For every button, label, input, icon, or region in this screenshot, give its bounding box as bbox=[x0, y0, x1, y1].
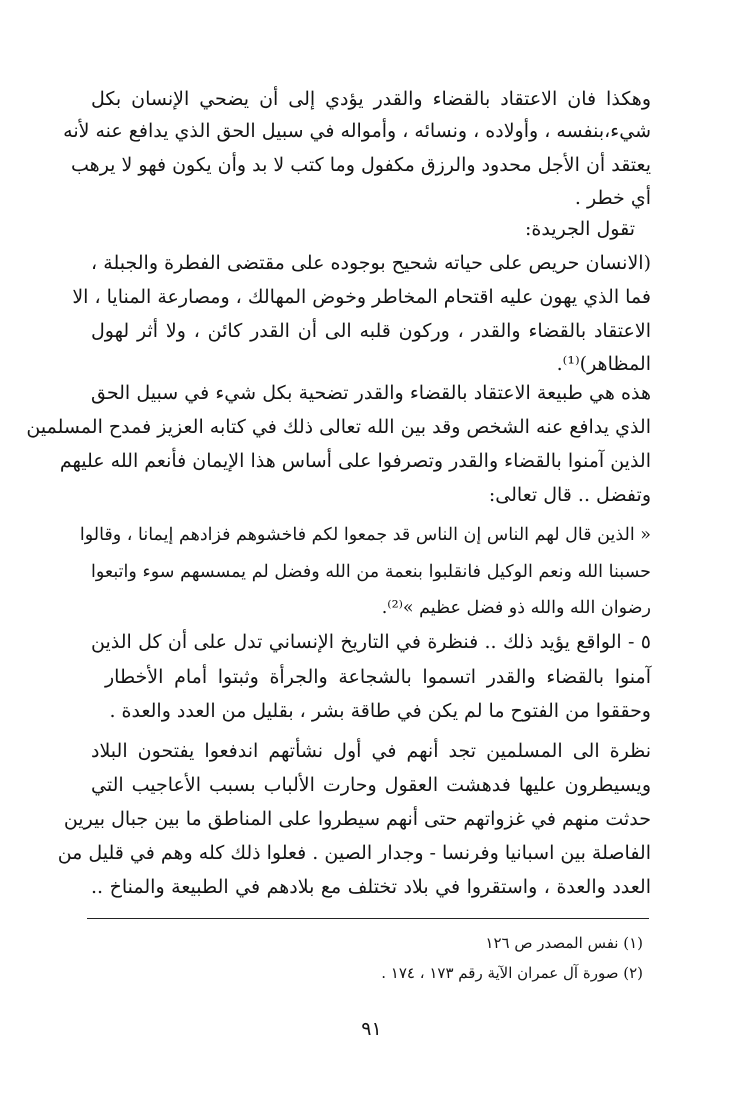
body-line: أي خطر . bbox=[574, 187, 651, 209]
footnote-2: (٢) صورة آل عمران الآية رقم ١٧٣ ، ١٧٤ . bbox=[381, 964, 643, 982]
body-line: الذين آمنوا بالقضاء والقدر وتصرفوا على أساس هذا الإيمان فأنعم الله عليهم bbox=[59, 450, 651, 472]
verse-line: « الذين قال لهم الناس إن الناس قد جمعوا لكم فاخشوهم فزادهم إيمانا ، وقالوا bbox=[79, 525, 651, 545]
page-number: ٩١ bbox=[361, 1018, 382, 1040]
quote-line: (الانسان حريص على حياته شحيح بوجوده على مقتضى الفطرة والجبلة ، bbox=[91, 252, 652, 274]
body-line: الذي يدافع عنه الشخص وقد بين الله تعالى ذلك في كتابه العزيز فمدح المسلمين bbox=[26, 416, 651, 438]
body-line: الفاصلة بين اسبانيا وفرنسا - وجدار الصين . فعلوا ذلك كله وهم في قليل من bbox=[57, 842, 651, 864]
body-line: وتفضل .. قال تعالى: bbox=[488, 484, 651, 506]
footnote-divider bbox=[87, 918, 649, 919]
quote-line: فما الذي يهون عليه اقتحام المخاطر وخوض المهالك ، ومصارعة المنايا ، الا bbox=[72, 286, 651, 308]
verse-line: رضوان الله والله ذو فضل عظيم »⁽²⁾. bbox=[381, 598, 651, 618]
quote-line: الاعتقاد بالقضاء والقدر ، وركون قلبه الى أن القدر كائن ، ولا أثر لهول bbox=[91, 320, 651, 342]
body-line: نظرة الى المسلمين تجد أنهم في أول نشأتهم اندفعوا يفتحون البلاد bbox=[91, 740, 651, 762]
quote-line: المظاهر)⁽¹⁾. bbox=[556, 353, 651, 375]
section-intro: تقول الجريدة: bbox=[525, 218, 635, 240]
body-line: حدثت منهم في غزواتهم حتى أنهم سيطروا على المناطق ما بين جبال بيرين bbox=[63, 808, 651, 830]
point-line: وحققوا من الفتوح ما لم يكن في طاقة بشر ، بقليل من العدد والعدة . bbox=[109, 700, 651, 722]
body-line: شيء،بنفسه ، وأولاده ، ونسائه ، وأمواله في سبيل الحق الذي يدافع عنه لأنه bbox=[63, 120, 651, 142]
point-line: ٥ - الواقع يؤيد ذلك .. فنظرة في التاريخ الإنساني تدل على أن كل الذين bbox=[91, 631, 651, 653]
footnote-1: (١) نفس المصدر ص ١٢٦ bbox=[485, 934, 643, 952]
verse-line: حسبنا الله ونعم الوكيل فانقلبوا بنعمة من الله وفضل لم يمسسهم سوء واتبعوا bbox=[91, 562, 651, 582]
body-line: هذه هي طبيعة الاعتقاد بالقضاء والقدر تضحية بكل شيء في سبيل الحق bbox=[91, 382, 651, 404]
body-line: يعتقد أن الأجل محدود والرزق مكفول وما كتب لا بد وأن يكون فهو لا يرهب bbox=[71, 154, 651, 176]
point-line: آمنوا بالقضاء والقدر اتسموا بالشجاعة والجرأة وثبتوا أمام الأخطار bbox=[105, 666, 651, 688]
body-line: العدد والعدة ، واستقروا في بلاد تختلف مع بلادهم في الطبيعة والمناخ .. bbox=[91, 876, 651, 898]
body-line: ويسيطرون عليها فدهشت العقول وحارت الألباب بسبب الأعاجيب التي bbox=[91, 774, 651, 796]
body-line: وهكذا فان الاعتقاد بالقضاء والقدر يؤدي إلى أن يضحي الإنسان بكل bbox=[91, 88, 651, 110]
